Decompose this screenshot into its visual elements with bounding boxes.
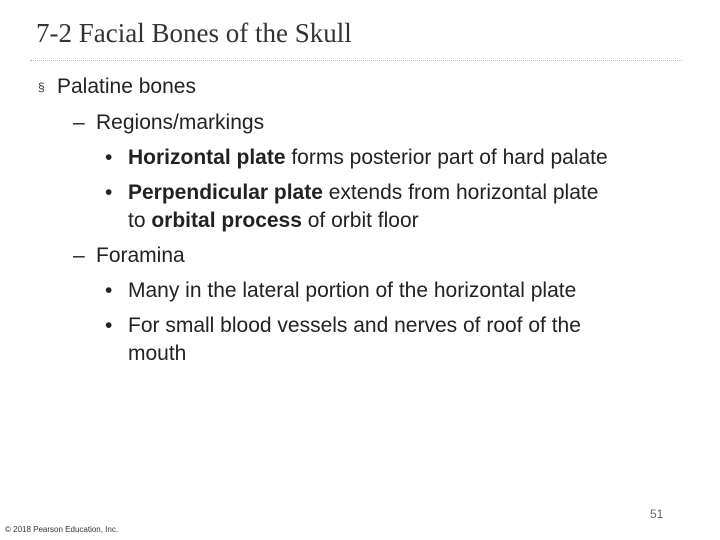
item-description: extends from horizontal plate [322, 181, 599, 204]
list-item: Many in the lateral portion of the horizontal plate [128, 279, 577, 302]
square-bullet-icon: § [38, 80, 45, 94]
term-horizontal-plate: Horizontal plate [128, 146, 286, 169]
term-orbital-process: orbital process [151, 209, 302, 232]
copyright-notice: © 2018 Pearson Education, Inc. [5, 525, 119, 534]
dot-bullet-icon: • [105, 279, 113, 302]
slide-title: 7-2 Facial Bones of the Skull [36, 18, 352, 48]
dot-bullet-icon: • [105, 146, 113, 169]
regions-heading: Regions/markings [96, 111, 265, 134]
list-item [128, 145, 608, 171]
term-perpendicular-plate: Perpendicular plate [128, 181, 323, 204]
dot-bullet-icon: • [105, 181, 113, 204]
list-item: For small blood vessels and nerves of roof of the [128, 314, 581, 337]
list-item-continuation [128, 208, 419, 234]
dash-bullet-icon: – [73, 244, 85, 267]
item-description: forms posterior part of hard palate [285, 146, 608, 169]
dash-bullet-icon: – [73, 111, 85, 134]
dot-bullet-icon: • [105, 314, 113, 337]
list-item [128, 180, 598, 206]
continuation-rest: of orbit floor [301, 209, 419, 232]
foramina-heading: Foramina [96, 244, 185, 267]
list-item-continuation: mouth [128, 342, 187, 365]
continuation-prefix: to [128, 209, 152, 232]
level1-item: Palatine bones [57, 75, 196, 98]
page-number: 51 [650, 507, 664, 521]
